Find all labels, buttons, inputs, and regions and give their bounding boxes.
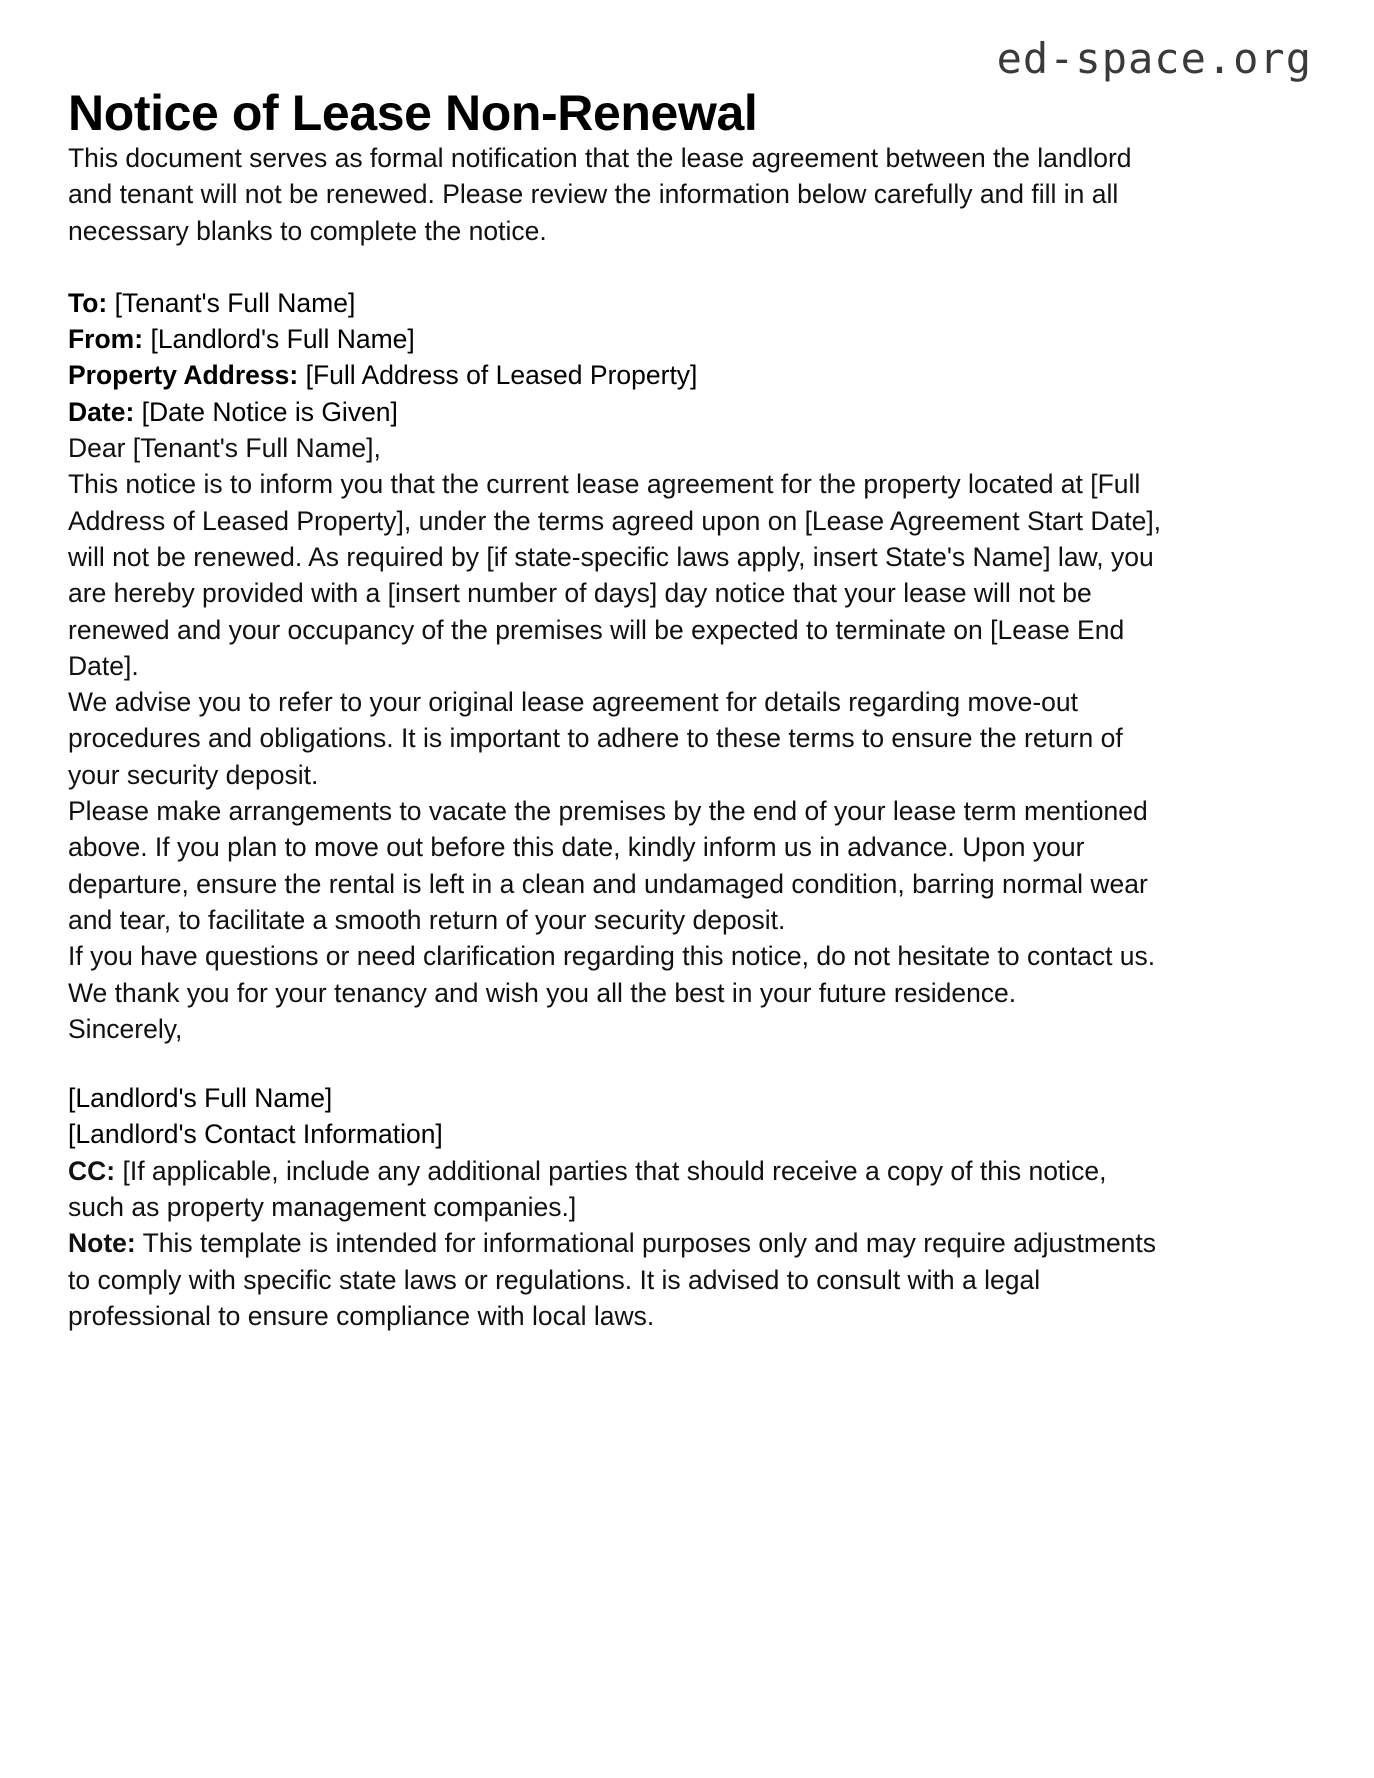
- site-watermark: ed-space.org: [996, 34, 1312, 83]
- recipient-fields: [68, 285, 1166, 430]
- field-date: [68, 394, 1166, 430]
- cc-label: CC:: [68, 1155, 116, 1186]
- field-from-value: [Landlord's Full Name]: [150, 324, 415, 355]
- closing-line: Sincerely,: [68, 1013, 183, 1044]
- field-property-address-value: [Full Address of Leased Property]: [305, 360, 698, 391]
- field-to-label: To:: [68, 287, 108, 318]
- cc-paragraph: [68, 1153, 1166, 1226]
- field-from-label: From:: [68, 324, 144, 355]
- field-property-address-label: Property Address:: [68, 360, 299, 391]
- salutation: Dear [Tenant's Full Name],: [68, 433, 381, 464]
- field-date-label: Date:: [68, 396, 135, 427]
- cc-text: [If applicable, include any additional parties that should receive a copy of this notice, such as property management companies.]: [68, 1155, 1107, 1223]
- field-date-value: [Date Notice is Given]: [141, 396, 398, 427]
- intro-paragraph: This document serves as formal notification that the lease agreement between the landlord and tenant will not be renewed. Please review the information below carefully and fill in all necessary blanks to complete the notice.: [68, 143, 1132, 246]
- body-paragraph-3: Please make arrangements to vacate the premises by the end of your lease term mentioned above. If you plan to move out before this date, kindly inform us in advance. Upon your departure, ensure the rental is left in a clean and undamaged condition, barring normal wear and tear, to facilitate a smooth return of your security deposit.: [68, 796, 1148, 935]
- note-paragraph: [68, 1225, 1166, 1334]
- field-to: [68, 285, 1166, 321]
- body-paragraph-1: This notice is to inform you that the current lease agreement for the property located at [Full Address of Leased Property], under the terms agreed upon on [Lease Agreement Start Date], will not be renewed. As required by [if state-specific laws apply, insert State's Name] law, you are hereby provided with a [insert number of days] day notice that your lease will not be renewed and your occupancy of the premises will be expected to terminate on [Lease End Date].: [68, 469, 1162, 681]
- signature-block: [68, 1080, 1166, 1153]
- body-paragraph-2: We advise you to refer to your original lease agreement for details regarding move-out procedures and obligations. It is important to adhere to these terms to ensure the return of your security deposit.: [68, 687, 1123, 790]
- field-property-address: [68, 357, 1166, 393]
- field-to-value: [Tenant's Full Name]: [114, 287, 356, 318]
- signature-name: [Landlord's Full Name]: [68, 1083, 333, 1114]
- body-paragraph-4: If you have questions or need clarification regarding this notice, do not hesitate to contact us.: [68, 941, 1156, 972]
- signature-contact: [Landlord's Contact Information]: [68, 1119, 443, 1150]
- note-text: This template is intended for informational purposes only and may require adjustments to comply with specific state laws or regulations. It is advised to consult with a legal professional to ensure compliance with local laws.: [68, 1228, 1157, 1331]
- body-paragraph-5: We thank you for your tenancy and wish you all the best in your future residence.: [68, 977, 1017, 1008]
- page-title: Notice of Lease Non-Renewal: [68, 85, 758, 141]
- document-content: [68, 0, 1166, 1334]
- note-label: Note:: [68, 1228, 136, 1259]
- field-from: [68, 321, 1166, 357]
